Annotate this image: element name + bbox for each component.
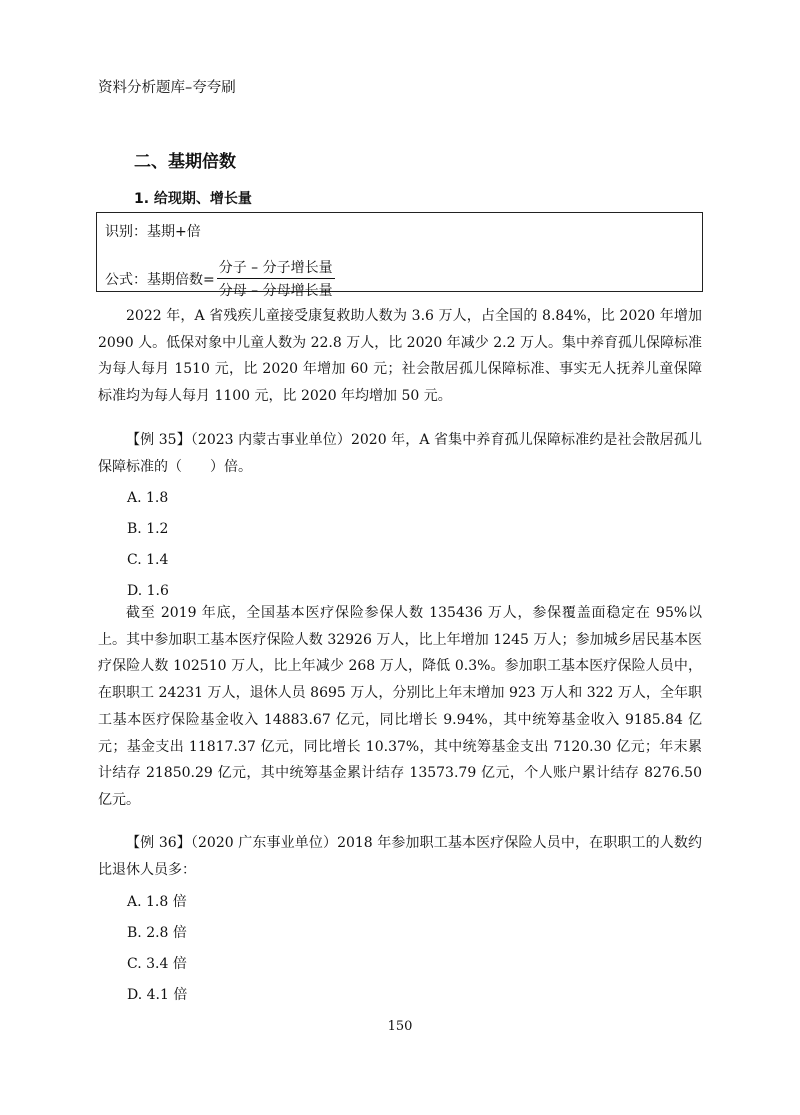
q35-option-d: D. 1.6 bbox=[127, 583, 169, 599]
page-number: 150 bbox=[387, 1019, 413, 1034]
question-35: 【例 35】（2023 内蒙古事业单位）2020 年，A 省集中养育孤儿保障标准约是社会散居孤儿保障标准的（ ）倍。 bbox=[98, 432, 702, 475]
identify-line: 识别：基期+倍 bbox=[105, 224, 201, 240]
fraction-numerator: 分子 – 分子增长量 bbox=[217, 257, 335, 279]
running-header: 资料分析题库–夸夸刷 bbox=[98, 80, 236, 96]
fraction-denominator: 分母 – 分母增长量 bbox=[218, 283, 333, 299]
formula-line bbox=[105, 257, 335, 300]
q35-option-b: B. 1.2 bbox=[127, 521, 169, 537]
section-title: 二、基期倍数 bbox=[134, 152, 236, 172]
q36-option-b: B. 2.8 倍 bbox=[127, 925, 187, 941]
q36-option-d: D. 4.1 倍 bbox=[127, 987, 188, 1003]
passage-2: 截至 2019 年底，全国基本医疗保险参保人数 135436 万人，参保覆盖面稳定在 95%以上。其中参加职工基本医疗保险人数 32926 万人，比上年增加 1245 万人；参加城乡居民基本医疗保险人数 102510 万人，比上年减少 268 万人，降低 0.3%。参加职工基本医疗保险人员中，在职职工 24231 万人，退休人员 8695 万人，分别比上年末增加 923 万人和 322 万人，全年职工基本医疗保险基金收入 14883.67 亿元，同比增长 9.94%，其中统筹基金收入 9185.84 亿元；基金支出 11817.37 亿元，同比增长 10.37%，其中统筹基金支出 7120.30 亿元；年末累计结存 21850.29 亿元，其中统筹基金累计结存 13573.79 亿元，个人账户累计结存 8276.50 亿元。 bbox=[98, 605, 702, 808]
q36-option-c: C. 3.4 倍 bbox=[127, 956, 187, 972]
q35-option-c: C. 1.4 bbox=[127, 552, 169, 568]
subsection-title: 1. 给现期、增长量 bbox=[134, 191, 252, 207]
q35-option-a: A. 1.8 bbox=[127, 490, 169, 506]
formula-fraction bbox=[217, 257, 335, 300]
passage-1: 2022 年，A 省残疾儿童接受康复救助人数为 3.6 万人，占全国的 8.84%，比 2020 年增加 2090 人。低保对象中儿童人数为 22.8 万人，比 2020 年减少 2.2 万人。集中养育孤儿保障标准为每人每月 1510 元，比 2020 年增加 60 元；社会散居孤儿保障标准、事实无人抚养儿童保障标准均为每人每月 1100 元，比 2020 年均增加 50 元。 bbox=[98, 308, 702, 404]
question-36: 【例 36】（2020 广东事业单位）2018 年参加职工基本医疗保险人员中，在职职工的人数约比退休人员多： bbox=[98, 835, 702, 878]
formula-prefix: 公式：基期倍数= bbox=[105, 271, 215, 288]
formula-box bbox=[96, 212, 703, 299]
q36-option-a: A. 1.8 倍 bbox=[127, 894, 187, 910]
